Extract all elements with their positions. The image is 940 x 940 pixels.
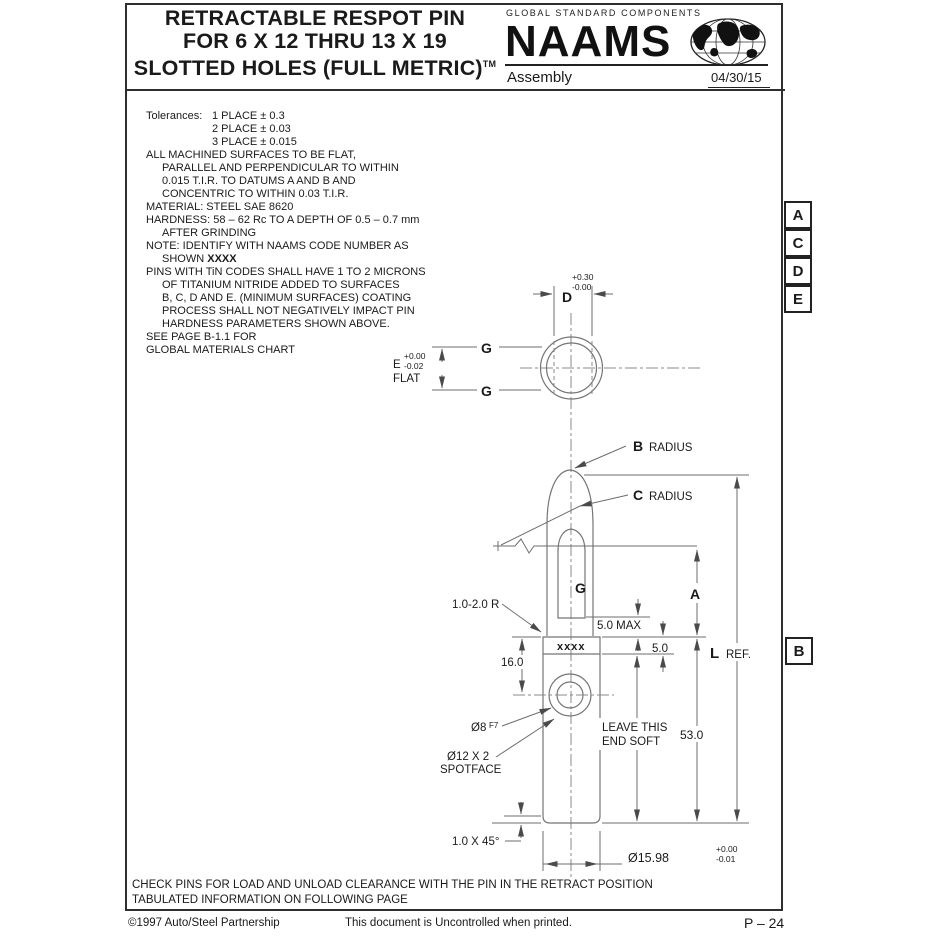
uncontrolled-notice: This document is Uncontrolled when printed.: [345, 917, 572, 929]
naams-code-placeholder: XXXX: [207, 253, 237, 265]
dim-l-ref-label: REF.: [726, 649, 751, 661]
dim-e-label: E: [393, 359, 401, 371]
dim-d-label: D: [562, 289, 573, 305]
title-line-3: SLOTTED HOLES (FULL METRIC)™: [133, 56, 497, 81]
tolerance-1place: 1 PLACE ± 0.3: [212, 110, 285, 122]
c-radius-label: RADIUS: [649, 491, 693, 503]
title-line-2: FOR 6 X 12 THRU 13 X 19: [183, 29, 447, 53]
page-number: P – 24: [744, 915, 785, 931]
c-radius-letter: C: [633, 487, 644, 503]
brand-tagline: GLOBAL STANDARD COMPONENTS: [506, 8, 702, 18]
b-radius-letter: B: [633, 438, 644, 454]
dim-a-label: A: [690, 586, 701, 602]
tolerances-row: [146, 110, 426, 149]
note-line-shown: SHOWN XXXX: [162, 253, 237, 265]
tolerance-2place: 2 PLACE ± 0.03: [212, 123, 291, 135]
radius-center-line: [498, 539, 697, 553]
clearance-note: CHECK PINS FOR LOAD AND UNLOAD CLEARANCE WITH THE PIN IN THE RETRACT POSITION: [132, 879, 653, 891]
note-line: OF TITANIUM NITRIDE ADDED TO SURFACES: [162, 279, 400, 291]
revision-date: 04/30/15: [711, 70, 762, 85]
hole-dia-label: Ø8: [471, 722, 487, 734]
note-line: PINS WITH TiN CODES SHALL HAVE 1 TO 2 MICRONS: [146, 266, 426, 278]
naams-logo: NAAMS: [505, 17, 672, 66]
category-label: Assembly: [507, 69, 573, 86]
dim-5-label: 5.0: [652, 643, 668, 655]
note-line: HARDNESS: 58 – 62 Rc TO A DEPTH OF 0.5 – 0.7 mm: [146, 214, 420, 226]
note-line: HARDNESS PARAMETERS SHOWN ABOVE.: [162, 318, 390, 330]
note-line: CONCENTRIC TO WITHIN 0.03 T.I.R.: [162, 188, 349, 200]
surface-g-label-side: G: [575, 580, 586, 596]
dim-l-letter: L: [710, 645, 720, 662]
chamfer-label: 1.0 X 45°: [452, 836, 500, 848]
tabulated-note: TABULATED INFORMATION ON FOLLOWING PAGE: [132, 894, 408, 906]
note-line: SEE PAGE B-1.1 FOR: [146, 331, 257, 343]
note-line: MATERIAL: STEEL SAE 8620: [146, 201, 294, 213]
datum-box-e: E: [784, 285, 812, 313]
hole-fit-label: F7: [489, 721, 499, 730]
tolerances-label: Tolerances:: [146, 110, 203, 122]
datum-box-c: C: [784, 229, 812, 257]
note-line: PROCESS SHALL NOT NEGATIVELY IMPACT PIN: [162, 305, 415, 317]
note-line: AFTER GRINDING: [162, 227, 257, 239]
fillet-radius-label: 1.0-2.0 R: [452, 599, 500, 611]
dim-16-label: 16.0: [501, 657, 524, 669]
shank-tol-plus: +0.00: [716, 844, 738, 854]
note-line: PARALLEL AND PERPENDICULAR TO WITHIN: [162, 162, 399, 174]
dim-e-tol-minus: -0.02: [404, 361, 424, 371]
note-line: B, C, D AND E. (MINIMUM SURFACES) COATING: [162, 292, 412, 304]
shank-dia-label: Ø15.98: [628, 851, 670, 865]
globe-icon: [691, 19, 765, 65]
dim-5-max-label: 5.0 MAX: [597, 620, 642, 632]
soft-note-line1: LEAVE THIS: [602, 722, 668, 734]
note-line: ALL MACHINED SURFACES TO BE FLAT,: [146, 149, 356, 161]
trademark-symbol: TM: [482, 59, 497, 69]
dim-d-tol-plus: +0.30: [572, 272, 594, 282]
flat-label: FLAT: [393, 373, 421, 385]
dim-d-tol-minus: -0.00: [572, 282, 592, 292]
tolerance-3place: 3 PLACE ± 0.015: [212, 136, 297, 148]
code-marking: xxxx: [557, 641, 586, 653]
datum-box-a: A: [784, 201, 812, 229]
title-line-1: RETRACTABLE RESPOT PIN: [164, 6, 466, 30]
dim-53-label: 53.0: [680, 728, 704, 742]
copyright-text: ©1997 Auto/Steel Partnership: [128, 917, 280, 929]
surface-g-label-bottom: G: [481, 383, 492, 399]
datum-box-d: D: [784, 257, 812, 285]
note-line: NOTE: IDENTIFY WITH NAAMS CODE NUMBER AS: [146, 240, 409, 252]
general-notes: [146, 110, 426, 357]
b-radius-label: RADIUS: [649, 442, 693, 454]
end-view: [432, 286, 700, 877]
note-line: 0.015 T.I.R. TO DATUMS A AND B AND: [162, 175, 356, 187]
spotface-label: SPOTFACE: [440, 764, 502, 776]
pin-nose-outline: [547, 470, 593, 636]
bottom-notes: [132, 878, 653, 908]
surface-g-label-top: G: [481, 340, 492, 356]
soft-note-line2: END SOFT: [602, 736, 661, 748]
datum-box-b: B: [785, 637, 813, 665]
dim-e-tol-plus: +0.00: [404, 351, 426, 361]
spotface-dia-label: Ø12 X 2: [447, 751, 490, 763]
shank-tol-minus: -0.01: [716, 854, 736, 864]
note-line: GLOBAL MATERIALS CHART: [146, 344, 295, 356]
